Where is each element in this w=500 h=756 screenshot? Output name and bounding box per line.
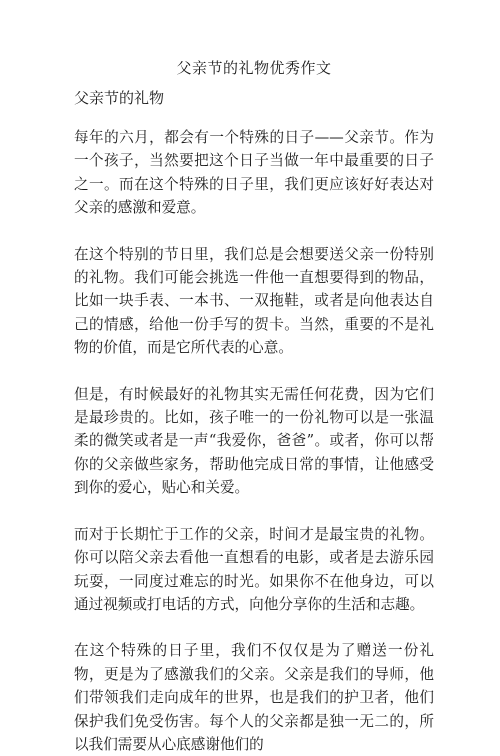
paragraph-5: 在这个特殊的日子里，我们不仅仅是为了赠送一份礼物，更是为了感激我们的父亲。父亲是我们的导师，他们带领我们走向成年的世界，也是我们的护卫者，他们保护我们免受伤害。每个人的父亲都是独一无二的，所以我们需要从心底感谢他们的 [74, 642, 434, 753]
paragraph-4: 而对于长期忙于工作的父亲，时间才是最宝贵的礼物。你可以陪父亲去看他一直想看的电影，或者是去游乐园玩耍，一同度过难忘的时光。如果你不在他身边，可以通过视频或打电话的方式，向他分享你的生活和志趣。 [74, 525, 434, 613]
paragraph-1: 每年的六月，都会有一个特殊的日子——父亲节。作为一个孩子，当然要把这个日子当做一年中最重要的日子之一。而在这个特殊的日子里，我们更应该好好表达对父亲的感激和爱意。 [74, 129, 434, 217]
paragraph-3: 但是，有时候最好的礼物其实无需任何花费，因为它们是最珍贵的。比如，孩子唯一的一份礼物可以是一张温柔的微笑或者是一声“我爱你，爸爸”。或者，你可以帮你的父亲做些家务，帮助他完成日常的事情，让他感受到你的爱心，贴心和关爱。 [74, 385, 434, 497]
paragraph-2: 在这个特别的节日里，我们总是会想要送父亲一份特别的礼物。我们可能会挑选一件他一直想要得到的物品，比如一块手表、一本书、一双拖鞋，或者是向他表达自己的情感，给他一份手写的贺卡。当然，重要的不是礼物的价值，而是它所代表的心意。 [74, 245, 434, 357]
document-title: 父亲节的礼物优秀作文 [176, 59, 332, 77]
document-subtitle: 父亲节的礼物 [74, 89, 165, 107]
